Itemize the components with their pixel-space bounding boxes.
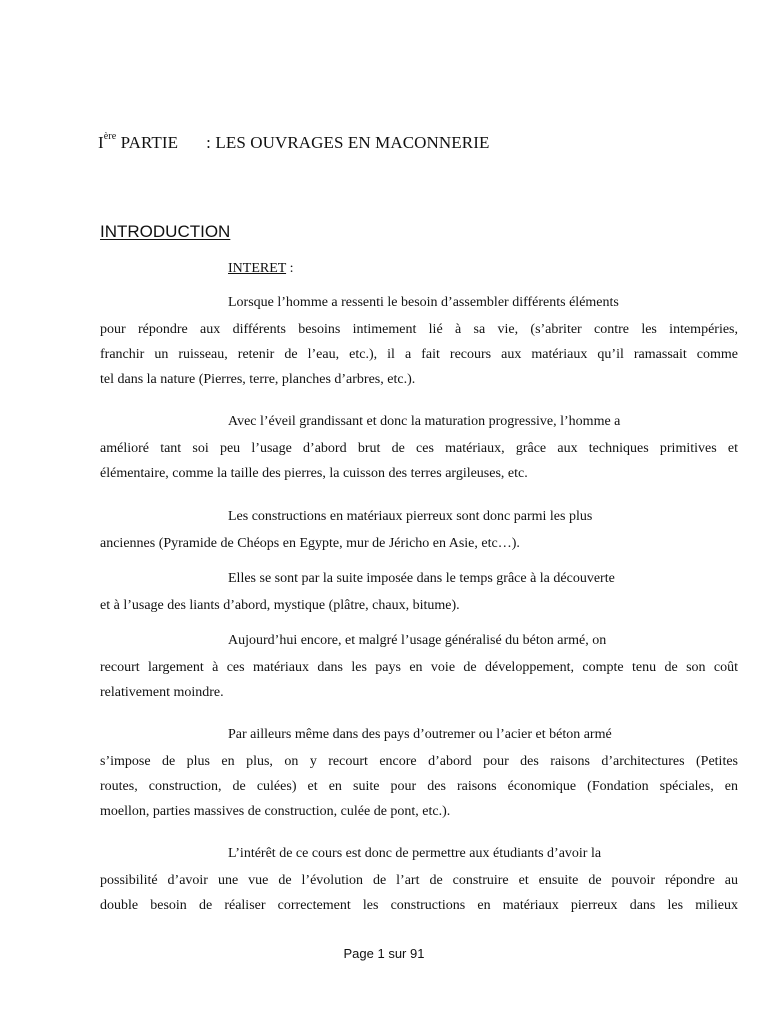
paragraph-line: moellon, parties massives de construction, culée de pont, etc.). bbox=[100, 804, 451, 819]
paragraph-first-line: L’intérêt de ce cours est donc de permettre aux étudiants d’avoir la bbox=[228, 846, 602, 861]
subsection-suffix: : bbox=[286, 261, 294, 276]
paragraph-line: anciennes (Pyramide de Chéops en Egypte, mur de Jéricho en Asie, etc…). bbox=[100, 536, 520, 551]
part-heading bbox=[98, 133, 489, 153]
paragraph-first-line: Avec l’éveil grandissant et donc la maturation progressive, l’homme a bbox=[228, 414, 621, 429]
paragraph-first-line: Les constructions en matériaux pierreux sont donc parmi les plus bbox=[228, 509, 593, 524]
paragraph-2 bbox=[100, 409, 738, 486]
part-superscript: ère bbox=[103, 131, 117, 142]
paragraph-first-line: Elles se sont par la suite imposée dans le temps grâce à la découverte bbox=[228, 571, 615, 586]
section-title: INTRODUCTION bbox=[100, 222, 231, 241]
paragraph-1 bbox=[100, 290, 738, 392]
paragraph-line: recourt largement à ces matériaux dans les pays en voie de développement, compte tenu de son coût bbox=[100, 660, 738, 675]
part-prefix: I bbox=[98, 133, 104, 152]
paragraph-line: routes, construction, de culées) et en suite pour des raisons économique (Fondation spéciales, en bbox=[100, 779, 738, 794]
paragraph-first-line: Aujourd’hui encore, et malgré l’usage généralisé du béton armé, on bbox=[228, 633, 607, 648]
part-word: PARTIE bbox=[120, 133, 179, 152]
paragraph-line: double besoin de réaliser correctement les constructions en matériaux pierreux dans les milieux bbox=[100, 898, 738, 913]
paragraph-first-line: Lorsque l’homme a ressenti le besoin d’assembler différents éléments bbox=[228, 295, 619, 310]
paragraph-line: et à l’usage des liants d’abord, mystique (plâtre, chaux, bitume). bbox=[100, 598, 460, 613]
paragraph-line: amélioré tant soi peu l’usage d’abord brut de ces matériaux, grâce aux techniques primitives et bbox=[100, 441, 738, 456]
paragraph-line: franchir un ruisseau, retenir de l’eau, etc.), il a fait recours aux matériaux qu’il ramassait comme bbox=[100, 347, 738, 362]
paragraph-line: relativement moindre. bbox=[100, 685, 224, 700]
paragraph-6 bbox=[100, 722, 738, 824]
part-title: : LES OUVRAGES EN MACONNERIE bbox=[206, 133, 490, 152]
paragraph-3 bbox=[100, 504, 738, 556]
paragraph-5 bbox=[100, 628, 738, 705]
paragraph-line: possibilité d’avoir une vue de l’évolution de l’art de construire et ensuite de pouvoir répondre au bbox=[100, 873, 738, 888]
paragraph-7 bbox=[100, 841, 738, 918]
paragraph-line: élémentaire, comme la taille des pierres, la cuisson des terres argileuses, etc. bbox=[100, 466, 528, 481]
subsection-label: INTERET bbox=[228, 261, 287, 276]
paragraph-line: tel dans la nature (Pierres, terre, planches d’arbres, etc.). bbox=[100, 372, 416, 387]
page-number-footer: Page 1 sur 91 bbox=[343, 946, 425, 961]
paragraph-line: pour répondre aux différents besoins intimement lié à sa vie, (s’abriter contre les intempéries, bbox=[100, 322, 738, 337]
paragraph-4 bbox=[100, 566, 738, 618]
subsection-heading bbox=[228, 261, 293, 277]
paragraph-first-line: Par ailleurs même dans des pays d’outremer ou l’acier et béton armé bbox=[228, 727, 612, 742]
paragraph-line: s’impose de plus en plus, on y recourt encore d’abord pour des raisons d’architectures (Petites bbox=[100, 754, 738, 769]
